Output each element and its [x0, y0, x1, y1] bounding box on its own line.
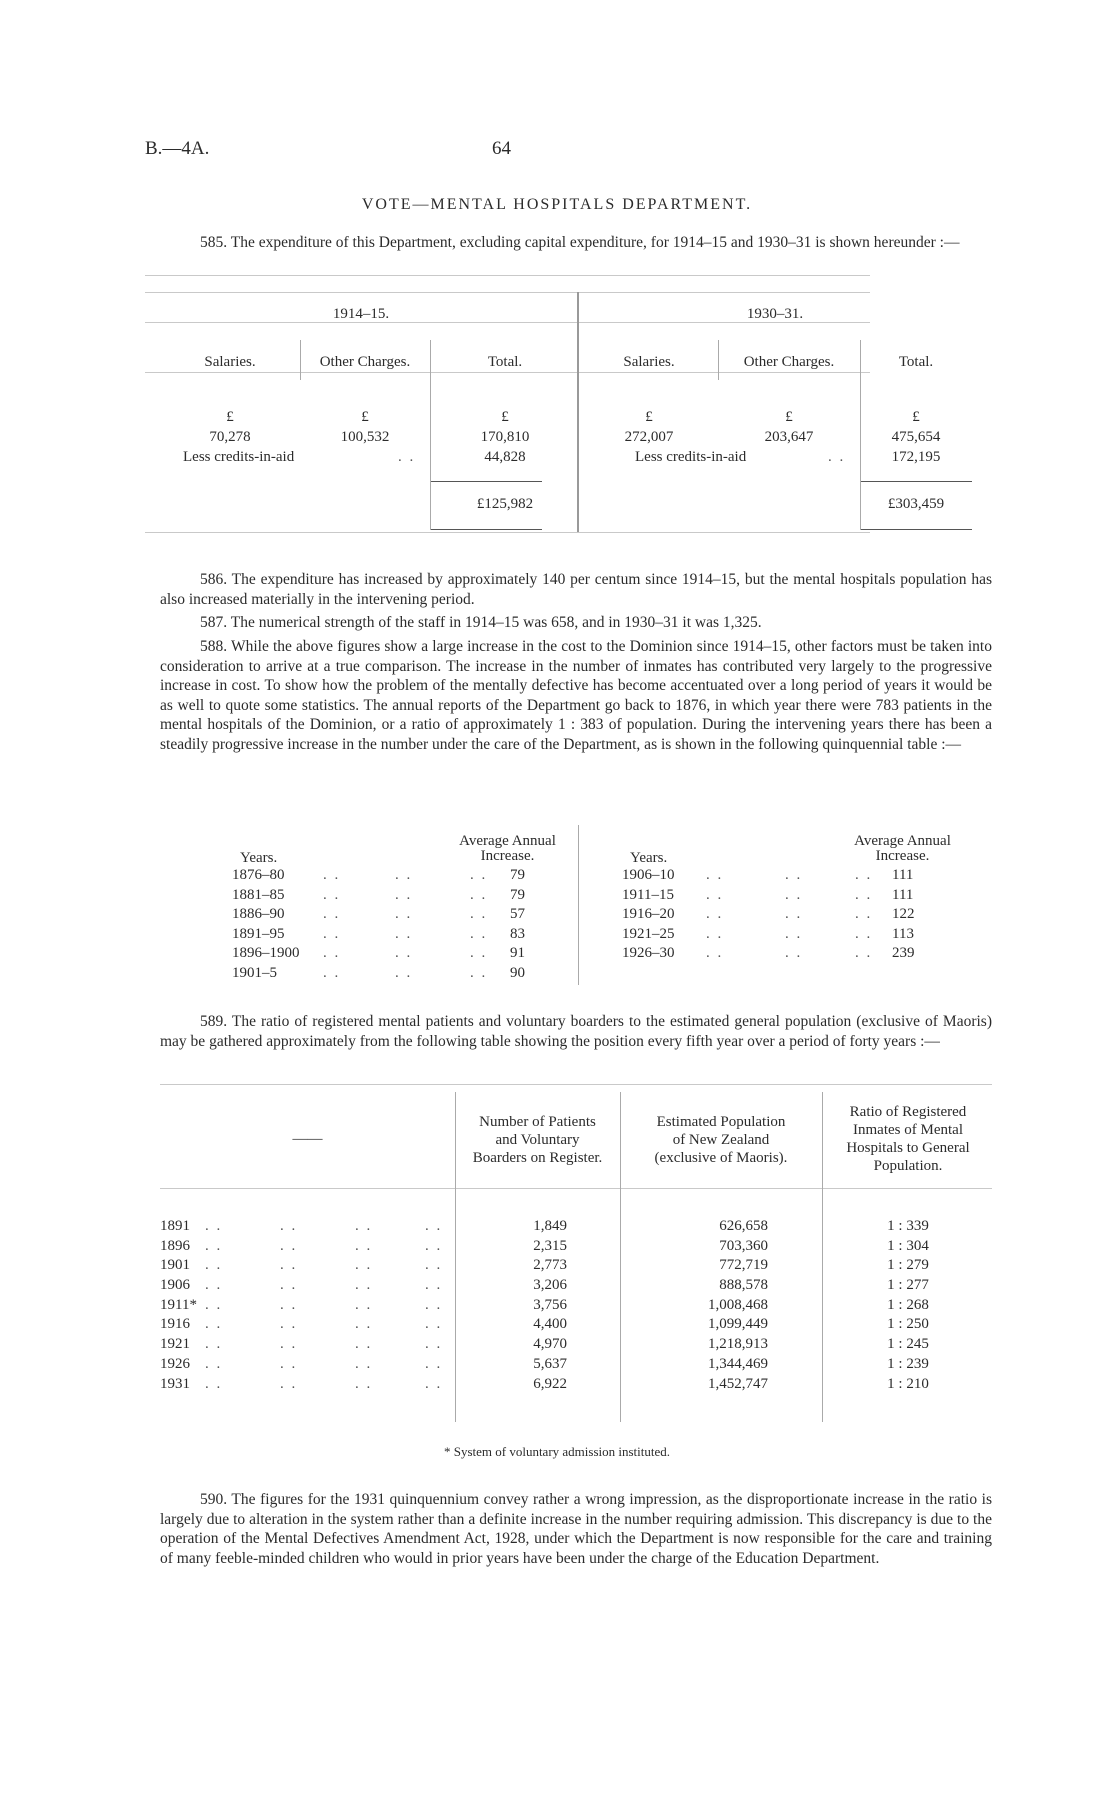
- table-row-year: 1926: [160, 1355, 190, 1372]
- leader-dots: . .: [395, 945, 413, 961]
- paragraph-587: 587. The numerical strength of the staff in 1914–15 was 658, and in 1930–31 it was 1,325.: [200, 614, 762, 631]
- salaries-1914: 70,278: [209, 429, 251, 445]
- col-header-total: Total.: [898, 354, 934, 370]
- table-row-year: 1906: [160, 1277, 190, 1294]
- period-year: 1891–95: [232, 925, 285, 942]
- leader-dots: . .: [355, 1375, 373, 1392]
- period-year: 1926–30: [622, 945, 675, 961]
- leader-dots: . .: [855, 945, 873, 961]
- leader-dots: . .: [355, 1237, 373, 1254]
- paragraph-586: 586. The expenditure has increased by approximately 140 per centum since 1914–15, but the mental hospitals population has also increased materially in the intervening period.: [160, 571, 992, 608]
- patients-value: 1,849: [533, 1218, 567, 1234]
- leader-dots: . .: [280, 1355, 298, 1372]
- ratio-value: 1 : 210: [887, 1375, 929, 1392]
- leader-dots: . .: [425, 1218, 443, 1234]
- population-header-line: Estimated Population: [656, 1114, 786, 1130]
- leader-dots: . .: [706, 867, 724, 883]
- footnote: * System of voluntary admission instituted.: [443, 1444, 671, 1459]
- currency-sign: £: [226, 409, 234, 425]
- currency-sign: £: [785, 409, 793, 425]
- leader-dots: . .: [205, 1355, 223, 1372]
- leader-dots: . .: [395, 906, 413, 922]
- net-total-1914: £125,982: [476, 496, 534, 512]
- leader-dots: . .: [785, 867, 803, 883]
- population-value: 888,578: [719, 1277, 768, 1294]
- period-year: 1911–15: [622, 886, 674, 903]
- col-header-total: Total.: [487, 354, 523, 370]
- currency-sign: £: [645, 409, 653, 425]
- leader-dots: . .: [828, 449, 846, 465]
- currency-sign: £: [912, 409, 920, 425]
- average-increase: 83: [510, 925, 525, 942]
- patients-value: 3,756: [533, 1296, 567, 1313]
- table-row-year: 1901: [160, 1257, 190, 1274]
- leader-dots: . .: [205, 1336, 223, 1353]
- leader-dots: . .: [355, 1218, 373, 1234]
- patients-header-line: Number of Patients: [479, 1114, 596, 1130]
- total-rule: [860, 481, 972, 482]
- table-rule: [145, 372, 870, 373]
- average-increase: 239: [892, 945, 915, 961]
- leader-dots: . .: [855, 906, 873, 922]
- leader-dots: . .: [706, 945, 724, 961]
- total-rule: [430, 481, 542, 482]
- table-row-year: 1921: [160, 1336, 190, 1353]
- leader-dots: . .: [785, 886, 803, 903]
- period-year: 1906–10: [622, 867, 675, 883]
- leader-dots: . .: [398, 449, 416, 465]
- years-header: Years.: [630, 850, 668, 866]
- period-year: 1901–5: [232, 964, 277, 981]
- patients-value: 5,637: [533, 1355, 567, 1372]
- leader-dots: . .: [706, 925, 724, 942]
- table-rule: [160, 1084, 992, 1085]
- leader-dots: . .: [280, 1218, 298, 1234]
- patients-header-line: and Voluntary: [495, 1132, 580, 1148]
- credits-1914: 44,828: [484, 449, 526, 465]
- leader-dots: . .: [470, 945, 488, 961]
- increase-header-line1: Average Annual: [854, 833, 951, 849]
- population-value: 772,719: [719, 1257, 768, 1274]
- series-code: B.—4A.: [145, 138, 210, 159]
- leader-dots: . .: [280, 1296, 298, 1313]
- other-1914: 100,532: [340, 429, 390, 445]
- col-header-other: Other Charges.: [743, 354, 835, 370]
- ratio-header-line: Ratio of Registered: [849, 1104, 967, 1120]
- ratio-header-line: Hospitals to General: [846, 1140, 970, 1156]
- period-year: 1916–20: [622, 906, 675, 922]
- leader-dots: . .: [280, 1237, 298, 1254]
- currency-sign: £: [501, 409, 509, 425]
- period-year: 1886–90: [232, 906, 285, 922]
- average-increase: 111: [892, 867, 914, 883]
- leader-dots: . .: [425, 1375, 443, 1392]
- table-row-year: 1916: [160, 1316, 190, 1333]
- period-year: 1921–25: [622, 925, 675, 942]
- leader-dots: . .: [205, 1316, 223, 1333]
- increase-header-line1: Average Annual: [459, 833, 556, 849]
- total-rule: [860, 529, 972, 530]
- leader-dots: . .: [355, 1316, 373, 1333]
- total-1914: 170,810: [480, 429, 530, 445]
- population-value: 626,658: [719, 1218, 768, 1234]
- average-increase: 91: [510, 945, 525, 961]
- leader-dots: . .: [355, 1355, 373, 1372]
- leader-dots: . .: [280, 1336, 298, 1353]
- population-value: 1,344,469: [708, 1355, 768, 1372]
- ratio-header-line: Inmates of Mental: [853, 1122, 963, 1138]
- leader-dots: . .: [470, 925, 488, 942]
- leader-dots: . .: [205, 1375, 223, 1392]
- leader-dots: . .: [280, 1375, 298, 1392]
- table-rule: [145, 292, 870, 293]
- period-year: 1896–1900: [232, 945, 300, 961]
- col-header-other: Other Charges.: [319, 354, 411, 370]
- leader-dots: . .: [470, 964, 488, 981]
- col-header-salaries: Salaries.: [623, 354, 675, 370]
- page-number: 64: [492, 138, 511, 159]
- leader-dots: . .: [395, 925, 413, 942]
- paragraph-588: 588. While the above figures show a large increase in the cost to the Dominion since 1914–15, other factors must be taken into consideration to arrive at a true comparison. The increase in the number of inmates has contributed very largely to the progressive increase in cost. To show how the problem of the mentally defective has become accentuated over a long period of years it would be as well to quote some statistics. The annual reports of the Department go back to 1876, in which year there were 783 patients in the mental hospitals of the Dominion, or a ratio of approximately 1 : 383 of population. During the intervening years there has been a steadily progressive increase in the number under the care of the Department, as is shown in the following quinquennial table :—: [160, 638, 992, 753]
- total-rule: [430, 529, 542, 530]
- leader-dots: . .: [785, 925, 803, 942]
- average-increase: 90: [510, 964, 525, 981]
- period-year: 1876–80: [232, 867, 285, 883]
- table-row-year: 1931: [160, 1375, 190, 1392]
- leader-dots: . .: [323, 867, 341, 883]
- leader-dots: . .: [205, 1237, 223, 1254]
- table-row-year: 1896: [160, 1237, 190, 1254]
- ratio-value: 1 : 277: [887, 1277, 929, 1294]
- population-value: 703,360: [719, 1237, 768, 1254]
- col-header-salaries: Salaries.: [204, 354, 256, 370]
- other-1930: 203,647: [764, 429, 814, 445]
- leader-dots: . .: [470, 867, 488, 883]
- leader-dots: . .: [425, 1257, 443, 1274]
- net-total-1930: £303,459: [887, 496, 945, 512]
- leader-dots: . .: [355, 1296, 373, 1313]
- leader-dots: . .: [425, 1336, 443, 1353]
- leader-dots: . .: [855, 886, 873, 903]
- leader-dots: . .: [855, 925, 873, 942]
- leader-dots: . .: [395, 886, 413, 903]
- total-1930: 475,654: [891, 429, 941, 445]
- leader-dots: . .: [280, 1277, 298, 1294]
- patients-value: 2,773: [533, 1257, 567, 1274]
- leader-dots: . .: [323, 906, 341, 922]
- average-increase: 57: [510, 906, 525, 922]
- period-header-1930: 1930–31.: [746, 306, 804, 322]
- patients-value: 2,315: [533, 1237, 567, 1254]
- average-increase: 122: [892, 906, 915, 922]
- paragraph-585: 585. The expenditure of this Department, excluding capital expenditure, for 1914–15 and 1930–31 is shown hereunder :—: [200, 234, 960, 251]
- average-increase: 111: [892, 886, 914, 903]
- leader-dots: . .: [355, 1336, 373, 1353]
- leader-dots: . .: [706, 906, 724, 922]
- leader-dots: . .: [280, 1257, 298, 1274]
- period-header-1914: 1914–15.: [332, 306, 390, 322]
- leader-dots: . .: [355, 1277, 373, 1294]
- population-header-line: of New Zealand: [672, 1132, 770, 1148]
- population-value: 1,452,747: [708, 1375, 768, 1392]
- salaries-1930: 272,007: [624, 429, 674, 445]
- ratio-value: 1 : 339: [887, 1218, 929, 1234]
- leader-dots: . .: [395, 867, 413, 883]
- population-value: 1,218,913: [708, 1336, 768, 1353]
- leader-dots: . .: [706, 886, 724, 903]
- leader-dots: . .: [425, 1277, 443, 1294]
- ratio-value: 1 : 304: [887, 1237, 929, 1254]
- leader-dots: . .: [425, 1355, 443, 1372]
- table-rule: [160, 1188, 992, 1189]
- leader-dots: . .: [323, 925, 341, 942]
- leader-dots: . .: [205, 1257, 223, 1274]
- section-title: VOTE—MENTAL HOSPITALS DEPARTMENT.: [361, 196, 753, 213]
- increase-header-line2: Increase.: [875, 848, 930, 864]
- leader-dots: . .: [323, 964, 341, 981]
- paragraph-589: 589. The ratio of registered mental patients and voluntary boarders to the estimated general population (exclusive of Maoris) may be gathered approximately from the following table showing the position every fifth year over a period of forty years :—: [160, 1013, 992, 1050]
- patients-value: 3,206: [533, 1277, 567, 1294]
- ratio-value: 1 : 239: [887, 1355, 929, 1372]
- leader-dots: . .: [205, 1296, 223, 1313]
- patients-value: 4,970: [533, 1336, 567, 1353]
- table-row-year: 1911*: [160, 1296, 197, 1313]
- paragraph-590: 590. The figures for the 1931 quinquennium convey rather a wrong impression, as the disproportionate increase in the ratio is largely due to alteration in the system rather than a definite increase in the number requiring admission. This discrepancy is due to the operation of the Mental Defectives Amendment Act, 1928, under which the Department is now responsible for the care and training of many feeble-minded children who would in prior years have been under the charge of the Education Department.: [160, 1491, 992, 1567]
- leader-dots: . .: [785, 906, 803, 922]
- leader-dots: . .: [280, 1316, 298, 1333]
- currency-sign: £: [361, 409, 369, 425]
- ratio-value: 1 : 250: [887, 1316, 929, 1333]
- leader-dots: . .: [323, 886, 341, 903]
- credits-1930: 172,195: [891, 449, 941, 465]
- leader-dots: . .: [395, 964, 413, 981]
- table-rule: [145, 532, 870, 533]
- leader-dots: . .: [470, 906, 488, 922]
- average-increase: 79: [510, 886, 525, 903]
- population-value: 1,008,468: [708, 1296, 768, 1313]
- population-header-line: (exclusive of Maoris).: [654, 1150, 788, 1166]
- leader-dots: . .: [785, 945, 803, 961]
- credits-label-1930: Less credits-in-aid: [635, 449, 747, 465]
- period-year: 1881–85: [232, 886, 285, 903]
- table-divider: [578, 825, 579, 985]
- ratio-value: 1 : 279: [887, 1257, 929, 1274]
- patients-value: 6,922: [533, 1375, 567, 1392]
- leader-dots: . .: [205, 1277, 223, 1294]
- average-increase: 79: [510, 867, 525, 883]
- table-rule: [145, 275, 870, 276]
- leader-dots: . .: [855, 867, 873, 883]
- leader-dots: . .: [355, 1257, 373, 1274]
- leader-dots: . .: [425, 1296, 443, 1313]
- ratio-value: 1 : 245: [887, 1336, 929, 1353]
- leader-dots: . .: [205, 1218, 223, 1234]
- ratio-header-line: Population.: [873, 1158, 943, 1174]
- blank-header: ——: [292, 1131, 323, 1147]
- leader-dots: . .: [425, 1237, 443, 1254]
- increase-header-line2: Increase.: [480, 848, 535, 864]
- credits-label-1914: Less credits-in-aid: [183, 449, 295, 465]
- average-increase: 113: [892, 925, 914, 942]
- leader-dots: . .: [323, 945, 341, 961]
- leader-dots: . .: [470, 886, 488, 903]
- patients-value: 4,400: [533, 1316, 567, 1333]
- table-row-year: 1891: [160, 1218, 190, 1234]
- patients-header-line: Boarders on Register.: [472, 1150, 603, 1166]
- years-header: Years.: [240, 850, 278, 866]
- leader-dots: . .: [425, 1316, 443, 1333]
- population-value: 1,099,449: [708, 1316, 768, 1333]
- ratio-value: 1 : 268: [887, 1296, 929, 1313]
